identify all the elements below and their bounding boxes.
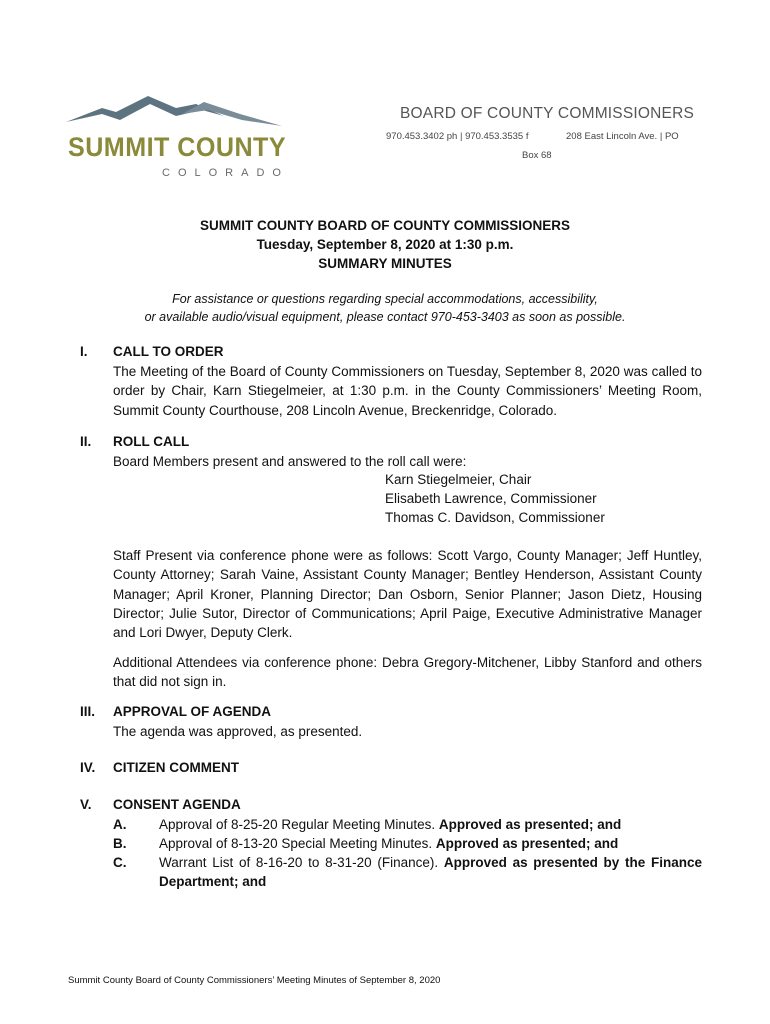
document-subtitle: SUMMARY MINUTES bbox=[318, 256, 452, 271]
document-title: SUMMIT COUNTY BOARD OF COUNTY COMMISSIONERS bbox=[199, 218, 570, 233]
accessibility-notice-line1: For assistance or questions regarding special accommodations, accessibility, bbox=[172, 292, 598, 306]
org-title: BOARD OF COUNTY COMMISSIONERS bbox=[400, 105, 695, 122]
page-footer: Summit County Board of County Commissioners’ Meeting Minutes of September 8, 2020 bbox=[68, 975, 441, 986]
consent-item-text: Approval of 8-13-20 Special Meeting Minutes. bbox=[159, 836, 436, 851]
section-number: III. bbox=[80, 704, 96, 719]
logo-state: COLORADO bbox=[162, 167, 289, 179]
consent-item-letter: C. bbox=[113, 855, 127, 870]
call-to-order-text: The Meeting of the Board of County Commissioners on Tuesday, September 8, 2020 was called to order by Chair, Karn Stiegelmeier, at 1:30 p.m. in the County Commissioners’ Meeting Room, Summit County Courthouse, 208 Lincoln Avenue, Breckenridge, Colorado. bbox=[113, 364, 702, 418]
board-member: Karn Stiegelmeier, Chair bbox=[385, 472, 532, 487]
roll-call-intro: Board Members present and answered to the roll call were: bbox=[113, 454, 467, 469]
consent-item-action: Approved as presented by the Finance Department; and bbox=[159, 855, 702, 890]
board-member: Elisabeth Lawrence, Commissioner bbox=[385, 491, 597, 506]
staff-present-text: Staff Present via conference phone were as follows: Scott Vargo, County Manager; Jeff Huntley, County Attorney; Sarah Vaine, Assistant County Manager; Bentley Henderson, Assistant County Manager; April Kroner, Planning Director; Dan Osborn, Senior Planner; Jason Dietz, Housing Director; Julie Sutor, Director of Communications; April Paige, Executive Administrative Manager and Lori Dwyer, Deputy Clerk. bbox=[113, 548, 702, 641]
approval-of-agenda-text: The agenda was approved, as presented. bbox=[113, 724, 363, 739]
consent-item-b bbox=[159, 834, 702, 853]
consent-item-action: Approved as presented; and bbox=[435, 836, 619, 851]
consent-item-letter: B. bbox=[113, 836, 127, 851]
section-heading-approval-of-agenda: APPROVAL OF AGENDA bbox=[113, 704, 272, 719]
summit-county-logo bbox=[64, 92, 294, 184]
meeting-date: Tuesday, September 8, 2020 at 1:30 p.m. bbox=[256, 237, 514, 252]
consent-item-action: Approved as presented; and bbox=[438, 817, 622, 832]
section-heading-consent-agenda: CONSENT AGENDA bbox=[113, 797, 241, 812]
consent-item-a bbox=[159, 815, 702, 834]
contact-box: Box 68 bbox=[522, 150, 552, 161]
consent-item-text: Warrant List of 8-16-20 to 8-31-20 (Finance). bbox=[159, 855, 444, 870]
consent-item-letter: A. bbox=[113, 817, 127, 832]
contact-phone: 970.453.3402 ph | 970.453.3535 f bbox=[386, 131, 529, 142]
section-number: IV. bbox=[80, 760, 96, 775]
consent-item-text: Approval of 8-25-20 Regular Meeting Minutes. bbox=[159, 817, 439, 832]
section-number: V. bbox=[80, 797, 92, 812]
contact-address: 208 East Lincoln Ave. | PO bbox=[566, 131, 679, 142]
board-member: Thomas C. Davidson, Commissioner bbox=[385, 510, 605, 525]
section-heading-roll-call: ROLL CALL bbox=[113, 434, 190, 449]
consent-item-c bbox=[159, 853, 702, 892]
additional-attendees-text: Additional Attendees via conference phone: Debra Gregory-Mitchener, Libby Stanford and others that did not sign in. bbox=[113, 655, 702, 690]
section-heading-call-to-order: CALL TO ORDER bbox=[113, 344, 224, 359]
logo-wordmark: SUMMIT COUNTY bbox=[68, 132, 287, 162]
accessibility-notice-line2: or available audio/visual equipment, please contact 970-453-3403 as soon as possible. bbox=[144, 310, 626, 324]
section-number: II. bbox=[80, 434, 92, 449]
section-heading-citizen-comment: CITIZEN COMMENT bbox=[113, 760, 239, 775]
section-number: I. bbox=[80, 344, 88, 359]
